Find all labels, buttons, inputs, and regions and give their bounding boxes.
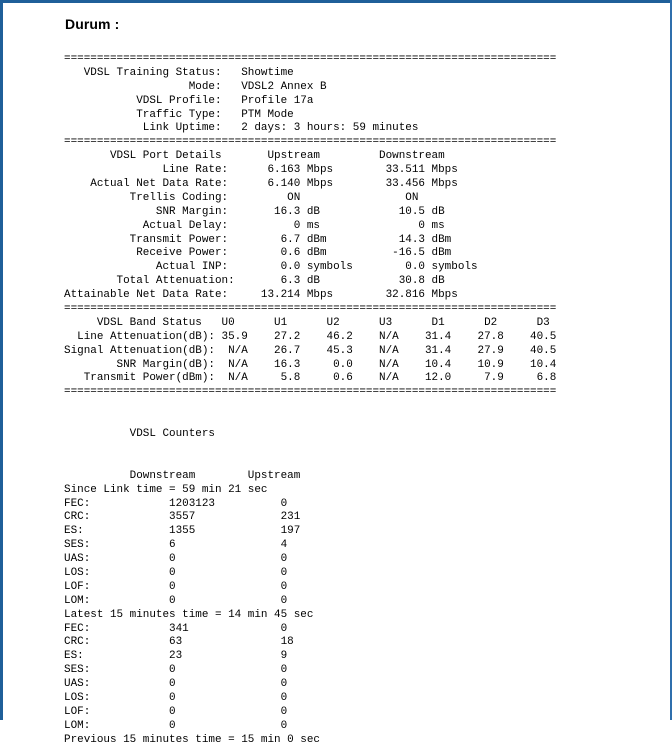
report-line: VDSL Training Status: Showtime [64,66,294,79]
report-line: ES: 23 9 [64,650,288,663]
report-line: =========================================================================== [64,386,557,399]
report-line: =========================================================================== [64,136,557,149]
report-line: Attainable Net Data Rate: 13.214 Mbps 32.816 Mbps [64,289,458,302]
report-line: =========================================================================== [64,53,557,65]
report-line [64,456,556,470]
report-line: CRC: 63 18 [64,636,294,649]
report-line: LOS: 0 0 [64,691,288,704]
report-line: Line Rate: 6.163 Mbps 33.511 Mbps [64,164,458,177]
report-line: LOF: 0 0 [64,705,288,718]
report-line: Latest 15 minutes time = 14 min 45 sec [64,608,314,621]
report-line: LOM: 0 0 [64,719,288,732]
report-line: Actual Delay: 0 ms 0 ms [64,219,445,232]
report-line: Actual INP: 0.0 symbols 0.0 symbols [64,261,478,274]
report-line: Actual Net Data Rate: 6.140 Mbps 33.456 Mbps [64,178,458,191]
report-line: SNR Margin: 16.3 dB 10.5 dB [64,205,445,218]
vdsl-status-report [64,53,556,748]
report-line: SES: 6 4 [64,539,288,552]
report-line: Receive Power: 0.6 dBm -16.5 dBm [64,247,452,260]
report-line: =========================================================================== [64,303,557,316]
report-line: SNR Margin(dB): N/A 16.3 0.0 N/A 10.4 10.9 10.4 [64,358,557,371]
report-line: FEC: 1203123 0 [64,497,288,510]
report-line: LOF: 0 0 [64,580,288,593]
report-line [64,400,556,414]
report-line: VDSL Counters [64,428,215,441]
report-line: Transmit Power(dBm): N/A 5.8 0.6 N/A 12.0 7.9 6.8 [64,372,557,385]
report-line: Mode: VDSL2 Annex B [64,80,327,93]
report-line: ES: 1355 197 [64,525,301,538]
report-line [64,414,556,428]
report-line: SES: 0 0 [64,664,288,677]
report-line: Since Link time = 59 min 21 sec [64,483,268,496]
report-line: Line Attenuation(dB): 35.9 27.2 46.2 N/A 31.4 27.8 40.5 [64,330,557,343]
report-line: VDSL Profile: Profile 17a [64,94,314,107]
report-line: Downstream Upstream [64,469,301,482]
status-panel [3,3,670,746]
report-line: VDSL Port Details Upstream Downstream [64,150,445,163]
report-line: LOM: 0 0 [64,594,288,607]
report-line: FEC: 341 0 [64,622,288,635]
report-line: Traffic Type: PTM Mode [64,108,294,121]
report-line: Total Attenuation: 6.3 dB 30.8 dB [64,275,445,288]
report-line: Signal Attenuation(dB): N/A 26.7 45.3 N/A 31.4 27.9 40.5 [64,344,557,357]
page-title: Durum : [65,16,120,32]
report-line: VDSL Band Status U0 U1 U2 U3 D1 D2 D3 [64,316,550,329]
report-line [64,442,556,456]
report-line: LOS: 0 0 [64,566,288,579]
report-line: Trellis Coding: ON ON [64,191,419,204]
report-line: UAS: 0 0 [64,678,288,691]
report-line: Transmit Power: 6.7 dBm 14.3 dBm [64,233,452,246]
report-line: UAS: 0 0 [64,553,288,566]
report-line: Link Uptime: 2 days: 3 hours: 59 minutes [64,122,419,135]
report-line: CRC: 3557 231 [64,511,301,524]
report-line: Previous 15 minutes time = 15 min 0 sec [64,733,320,746]
